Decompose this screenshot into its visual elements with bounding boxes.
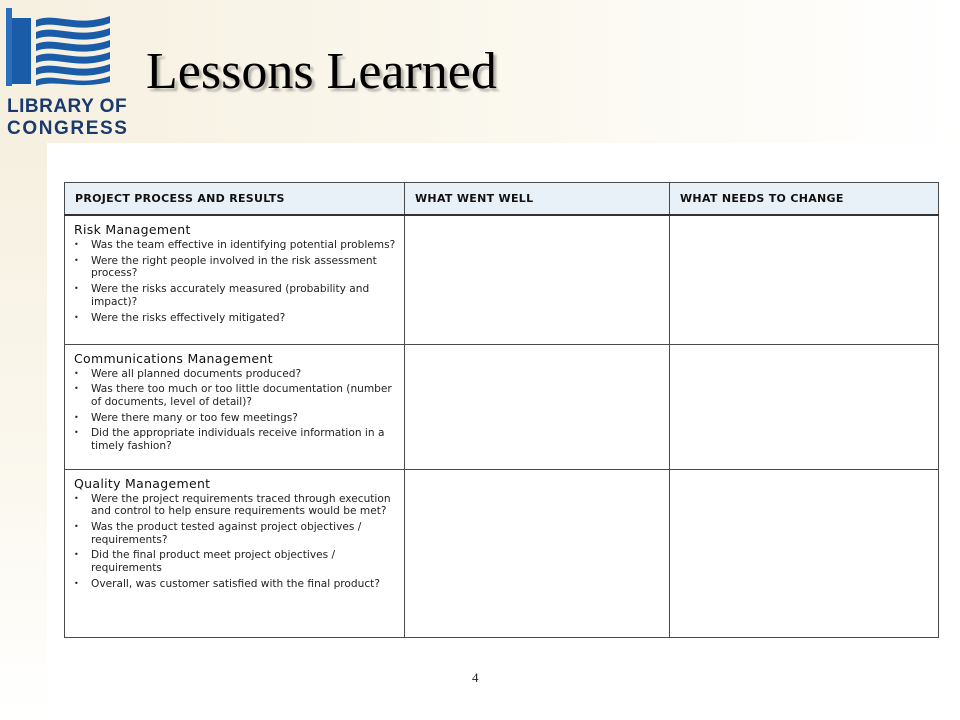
- left-band: [0, 143, 47, 720]
- question-item: [74, 521, 396, 546]
- process-cell: [65, 215, 405, 344]
- question-text: Did the appropriate individuals receive information in a timely fashion?: [91, 427, 385, 453]
- question-text: Were the risks effectively mitigated?: [91, 311, 286, 324]
- bullet-icon: •: [74, 428, 79, 438]
- bullet-icon: •: [74, 493, 79, 503]
- question-text: Were the risks accurately measured (probability and impact)?: [91, 283, 370, 308]
- column-header-process: PROJECT PROCESS AND RESULTS: [65, 183, 405, 216]
- table-header-row: [65, 183, 939, 216]
- book-waves-icon: [6, 4, 114, 90]
- question-item: [74, 283, 396, 308]
- process-cell: [65, 469, 405, 637]
- logo-text-line2: CONGRESS: [7, 118, 129, 139]
- logo-text-line1: LIBRARY OF: [7, 96, 128, 117]
- question-item: [74, 255, 396, 280]
- bullet-icon: •: [74, 412, 79, 422]
- question-item: [74, 383, 396, 408]
- bullet-icon: •: [74, 240, 79, 249]
- process-cell: [65, 344, 405, 469]
- question-text: Was the team effective in identifying potential problems?: [91, 239, 396, 251]
- library-of-congress-logo: [4, 4, 129, 139]
- needs-change-cell[interactable]: [670, 344, 939, 469]
- needs-change-cell[interactable]: [670, 469, 939, 637]
- bullet-icon: •: [74, 312, 79, 322]
- bullet-icon: •: [74, 384, 79, 394]
- went-well-cell[interactable]: [405, 344, 670, 469]
- went-well-cell[interactable]: [405, 469, 670, 637]
- needs-change-cell[interactable]: [670, 215, 939, 344]
- bullet-icon: •: [74, 284, 79, 294]
- column-header-needs-change: WHAT NEEDS TO CHANGE: [670, 183, 939, 216]
- table-row-quality-management: [65, 469, 939, 637]
- table-row-risk-management: [65, 215, 939, 344]
- column-header-went-well: WHAT WENT WELL: [405, 183, 670, 216]
- question-list: [74, 239, 396, 324]
- question-text: Was the product tested against project objectives / requirements?: [91, 520, 362, 546]
- question-item: [74, 427, 396, 452]
- section-title: Communications Management: [74, 350, 273, 366]
- question-text: Did the final product meet project objectives / requirements: [91, 549, 336, 575]
- question-text: Were the project requirements traced through execution and control to help ensure requirements would be met?: [91, 492, 391, 518]
- question-item: [74, 412, 396, 425]
- question-item: [74, 239, 396, 252]
- bullet-icon: •: [74, 550, 79, 560]
- bullet-icon: •: [74, 578, 79, 588]
- question-item: [74, 368, 396, 381]
- question-text: Were all planned documents produced?: [91, 367, 302, 380]
- bullet-icon: •: [74, 368, 79, 378]
- page-number: 4: [472, 670, 479, 685]
- question-item: [74, 312, 396, 325]
- question-text: Were there many or too few meetings?: [91, 411, 298, 424]
- question-item: [74, 493, 396, 518]
- went-well-cell[interactable]: [405, 215, 670, 344]
- question-text: Overall, was customer satisfied with the final product?: [91, 577, 380, 590]
- section-title: Quality Management: [74, 475, 211, 491]
- question-text: Was there too much or too little documentation (number of documents, level of detail)?: [91, 383, 392, 408]
- section-title: Risk Management: [74, 222, 191, 237]
- question-item: [74, 578, 396, 591]
- lessons-learned-table: [64, 182, 939, 638]
- question-text: Were the right people involved in the risk assessment process?: [91, 254, 377, 280]
- table-row-communications-management: [65, 344, 939, 469]
- question-list: [74, 493, 396, 591]
- question-list: [74, 368, 396, 453]
- page-title: Lessons Learned: [146, 43, 497, 100]
- question-item: [74, 549, 396, 574]
- bullet-icon: •: [74, 521, 79, 531]
- bullet-icon: •: [74, 255, 79, 265]
